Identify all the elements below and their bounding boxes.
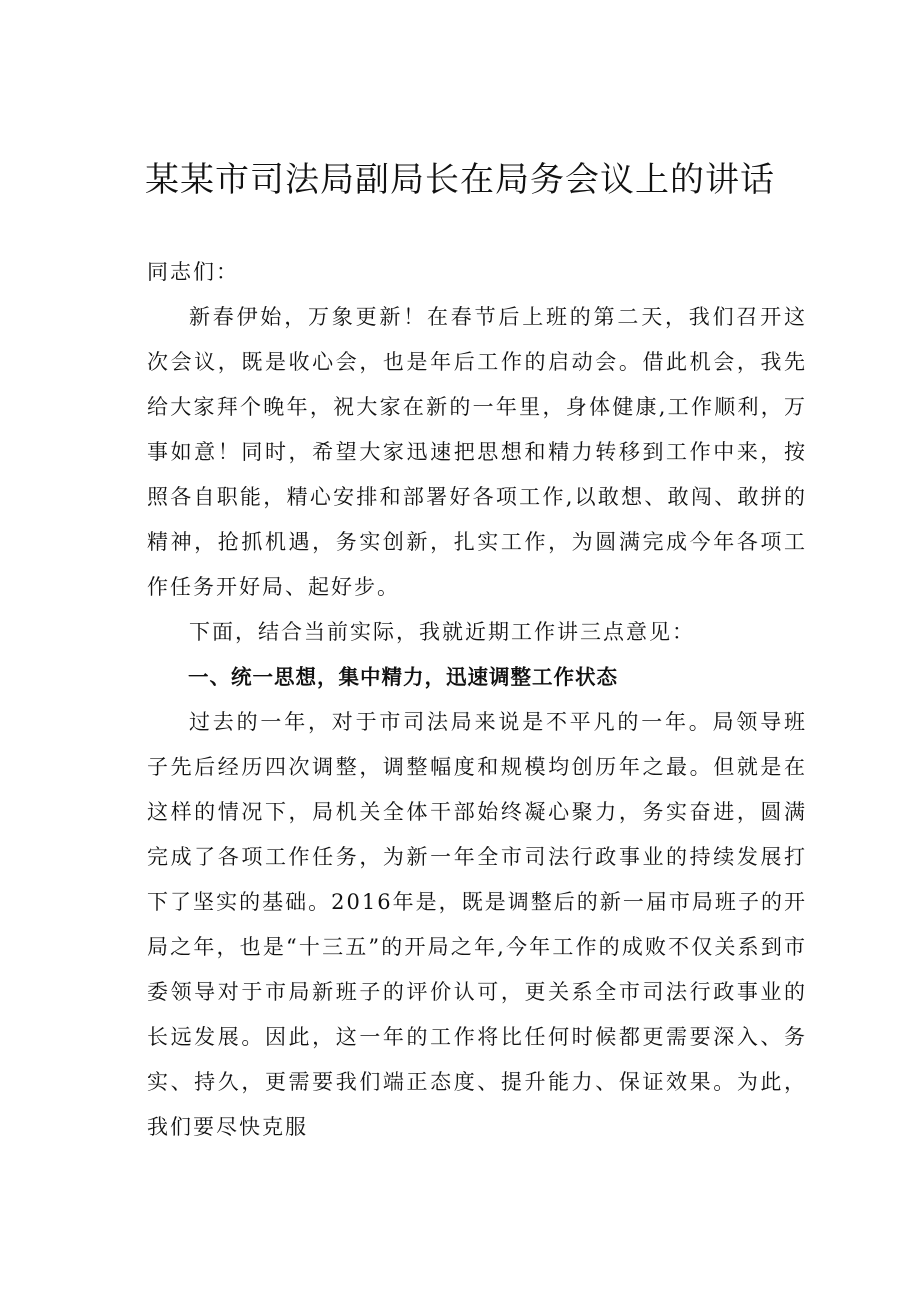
document-body xyxy=(147,250,807,1150)
salutation: 同志们： xyxy=(147,260,239,284)
opening-paragraph: 新春伊始，万象更新！在春节后上班的第二天，我们召开这次会议，既是收心会，也是年后工作的启动会。借此机会，我先给大家拜个晚年，祝大家在新的一年里，身体健康,工作顺利，万事如意！同时，希望大家迅速把思想和精力转移到工作中来，按照各自职能，精心安排和部署好各项工作,以敢想、敢闯、敢拼的精神，抢抓机遇，务实创新，扎实工作，为圆满完成今年各项工作任务开好局、起好步。 xyxy=(147,305,807,599)
section-paragraph: 过去的一年，对于市司法局来说是不平凡的一年。局领导班子先后经历四次调整，调整幅度和规模均创历年之最。但就是在这样的情况下，局机关全体干部始终凝心聚力，务实奋进，圆满完成了各项工作任务，为新一年全市司法行政事业的持续发展打下了坚实的基础。2016年是，既是调整后的新一届市局班子的开局之年，也是“十三五”的开局之年,今年工作的成败不仅关系到市委领导对于市局新班子的评价认可，更关系全市司法行政事业的长远发展。因此，这一年的工作将比任何时候都更需要深入、务实、持久，更需要我们端正态度、提升能力、保证效果。为此，我们要尽快克服 xyxy=(147,710,807,1139)
transition-paragraph: 下面，结合当前实际，我就近期工作讲三点意见： xyxy=(189,620,695,644)
section-heading: 一、统一思想，集中精力，迅速调整工作状态 xyxy=(188,665,618,689)
document-title: 某某市司法局副局长在局务会议上的讲话 xyxy=(145,160,775,200)
